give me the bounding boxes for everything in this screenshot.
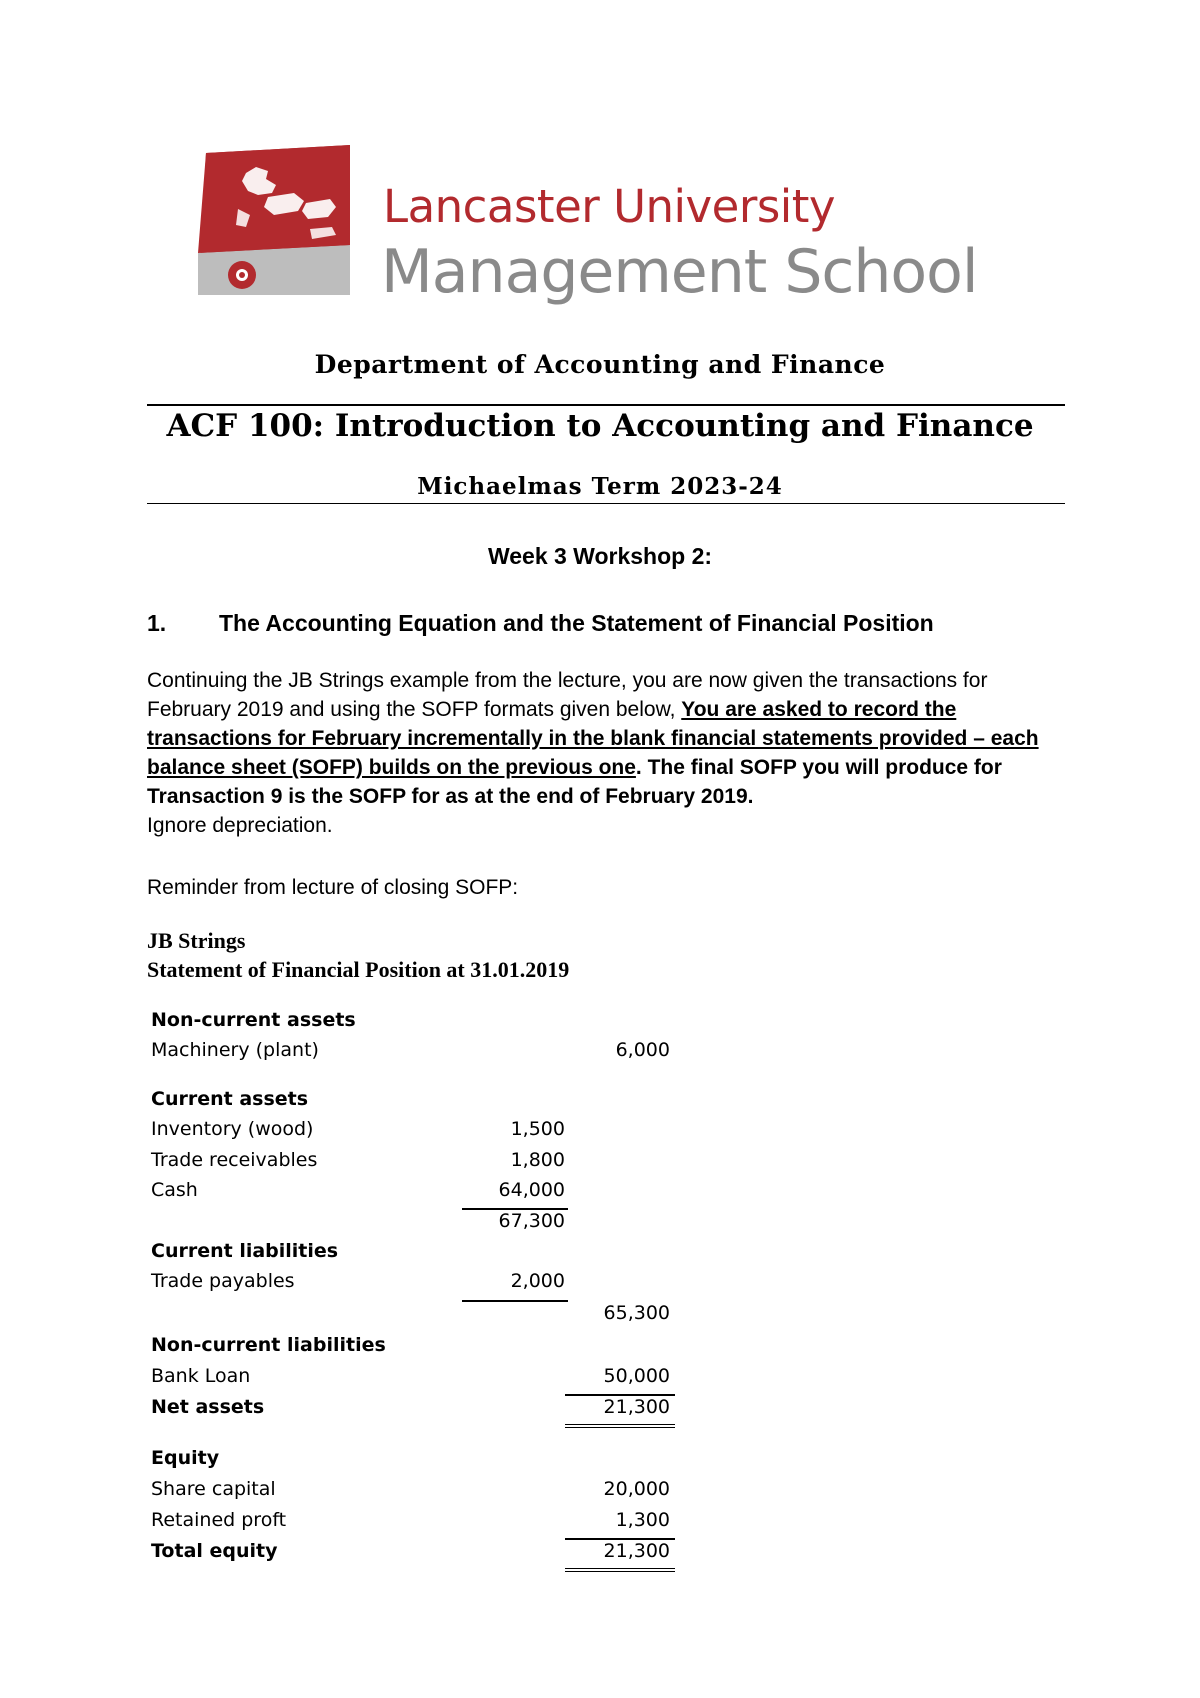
section-title: The Accounting Equation and the Statement of Financial Position — [219, 610, 934, 636]
table-row — [0, 1270, 1200, 1296]
row-heading: Non-current liabilities — [151, 1334, 386, 1356]
row-value: 64,000 — [498, 1179, 565, 1201]
week-heading: Week 3 Workshop 2: — [487, 543, 713, 569]
row-value: 1,500 — [510, 1118, 565, 1140]
course-title: ACF 100: Introduction to Accounting and Finance — [166, 408, 1034, 444]
row-value: 21,300 — [603, 1540, 670, 1562]
row-label: Inventory (wood) — [151, 1118, 314, 1140]
table-row — [0, 1149, 1200, 1175]
row-label: Trade payables — [151, 1270, 295, 1292]
row-label: Retained proft — [151, 1509, 287, 1531]
intro-text: February 2019 and using the SOFP formats given below, — [147, 698, 682, 721]
instruction-text: balance sheet (SOFP) builds on the previous one — [147, 756, 636, 779]
row-value: 1,800 — [510, 1149, 565, 1171]
row-label: Total equity — [151, 1540, 278, 1562]
instruction-text: You are asked to record the — [681, 698, 957, 721]
row-value: 2,000 — [510, 1270, 565, 1292]
term-title: Michaelmas Term 2023-24 — [417, 473, 783, 500]
intro-line: Continuing the JB Strings example from the lecture, you are now given the transactions for — [147, 669, 988, 692]
table-row — [0, 1396, 1200, 1422]
row-label: Share capital — [151, 1478, 276, 1500]
logo-school-name: Management School — [381, 237, 978, 307]
row-value: 6,000 — [615, 1039, 670, 1061]
row-label: Trade receivables — [151, 1149, 318, 1171]
row-label: Cash — [151, 1179, 198, 1201]
row-label: Machinery (plant) — [151, 1039, 319, 1061]
table-row — [0, 1478, 1200, 1504]
table-row — [0, 1240, 1200, 1266]
row-heading: Current liabilities — [151, 1240, 339, 1262]
table-row — [0, 1118, 1200, 1144]
table-row — [0, 1210, 1200, 1236]
row-label: Bank Loan — [151, 1365, 251, 1387]
total-rule — [565, 1424, 675, 1428]
table-row — [0, 1365, 1200, 1391]
table-row — [0, 1302, 1200, 1328]
row-value: 67,300 — [498, 1210, 565, 1232]
intro-line: Ignore depreciation. — [147, 814, 333, 837]
table-row — [0, 1009, 1200, 1035]
table-row — [0, 1039, 1200, 1065]
table-row — [0, 1179, 1200, 1205]
reminder-text: Reminder from lecture of closing SOFP: — [147, 876, 519, 899]
row-label: Net assets — [151, 1396, 265, 1418]
table-row — [0, 1334, 1200, 1360]
department-title: Department of Accounting and Finance — [314, 350, 886, 379]
table-row — [0, 1447, 1200, 1473]
company-name: JB Strings — [147, 928, 246, 953]
row-value: 65,300 — [603, 1302, 670, 1324]
table-row — [0, 1088, 1200, 1114]
section-number: 1. — [147, 610, 167, 636]
instruction-text: . The final SOFP you will produce for — [635, 756, 1002, 779]
row-heading: Equity — [151, 1447, 220, 1469]
row-value: 1,300 — [615, 1509, 670, 1531]
total-rule — [565, 1568, 675, 1572]
statement-title: Statement of Financial Position at 31.01.2019 — [147, 957, 570, 982]
row-value: 21,300 — [603, 1396, 670, 1418]
table-row — [0, 1540, 1200, 1566]
table-row — [0, 1509, 1200, 1535]
row-heading: Non-current assets — [151, 1009, 356, 1031]
intro-line: Transaction 9 is the SOFP for as at the end of February 2019. — [147, 785, 754, 808]
row-value: 20,000 — [603, 1478, 670, 1500]
row-heading: Current assets — [151, 1088, 309, 1110]
logo-university-name: Lancaster University — [383, 180, 836, 233]
row-value: 50,000 — [603, 1365, 670, 1387]
instruction-text: transactions for February incrementally in the blank financial statements provided – each — [147, 727, 1039, 750]
